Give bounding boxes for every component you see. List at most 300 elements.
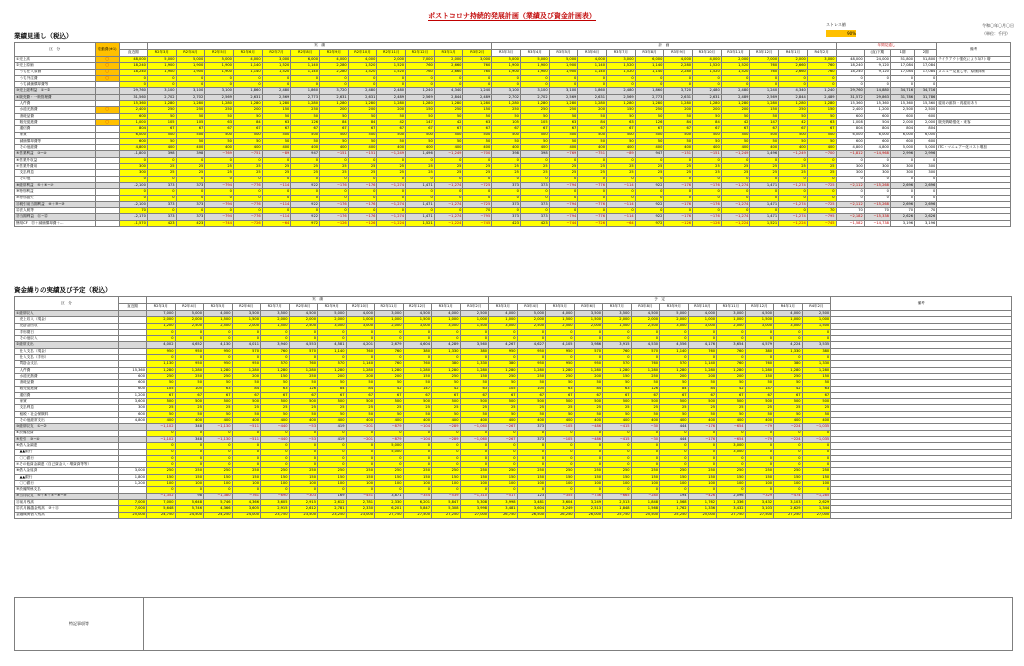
plan-value[interactable]: 3,100 [520,88,549,94]
plan-value[interactable]: 105 [489,386,518,392]
actual-value[interactable]: 2,480 [262,88,291,94]
actual-value[interactable]: 50 [318,380,347,386]
actual-value[interactable]: 348 [175,424,204,430]
plan-value[interactable]: 25 [750,164,779,170]
actual-value[interactable]: 0 [318,462,347,468]
actual-value[interactable]: 23,750 [261,512,290,518]
plan-value[interactable]: 0 [574,336,603,342]
actual-value[interactable]: −725 [463,201,492,207]
plan-value[interactable]: 0 [660,329,689,335]
plan-value[interactable]: 4,000 [688,311,717,317]
actual-value[interactable]: 84 [318,386,347,392]
plan-value[interactable]: 0 [635,189,664,195]
actual-value[interactable]: 0 [147,195,176,201]
plan-value[interactable]: −224 [774,424,803,430]
plan-value[interactable]: 42 [774,386,803,392]
actual-value[interactable]: −151 [348,151,377,157]
plan-value[interactable]: 1,280 [660,367,689,373]
actual-value[interactable]: 500 [434,132,463,138]
plan-value[interactable]: 2,629 [774,506,803,512]
plan-value[interactable]: 0 [520,189,549,195]
actual-value[interactable]: 570 [232,348,261,354]
actual-value[interactable]: 25 [205,170,234,176]
actual-value[interactable]: 0 [204,336,233,342]
actual-value[interactable]: 1,240 [406,88,435,94]
plan-value[interactable]: 1,280 [745,367,774,373]
actual-value[interactable]: 50 [434,113,463,119]
plan-value[interactable]: 500 [578,132,607,138]
plan-value[interactable]: 0 [631,449,660,455]
actual-value[interactable]: 25 [406,164,435,170]
plan-value[interactable]: 200 [574,373,603,379]
actual-value[interactable]: −176 [348,214,377,220]
actual-value[interactable]: 500 [377,132,406,138]
plan-value[interactable]: 1,000 [688,317,717,323]
actual-value[interactable]: 373 [176,201,205,207]
plan-value[interactable]: 250 [774,468,803,474]
plan-value[interactable]: 0 [717,329,746,335]
actual-value[interactable]: 398 [176,151,205,157]
plan-value[interactable]: 0 [603,462,632,468]
plan-value[interactable]: 200 [717,373,746,379]
actual-value[interactable]: 250 [147,107,176,113]
actual-value[interactable]: 250 [460,468,489,474]
plan-value[interactable]: 0 [574,462,603,468]
actual-value[interactable]: −1,102 [147,424,176,430]
actual-value[interactable]: −289 [432,424,461,430]
plan-value[interactable]: −415 [603,424,632,430]
actual-value[interactable]: 25 [291,164,320,170]
plan-value[interactable]: −486 [574,424,603,430]
actual-value[interactable]: 63 [205,119,234,125]
plan-value[interactable]: 3,000 [489,323,518,329]
actual-value[interactable]: 250 [291,107,320,113]
actual-value[interactable]: 1,140 [233,63,262,69]
plan-value[interactable]: 1,900 [520,63,549,69]
actual-value[interactable]: 67 [463,126,492,132]
plan-value[interactable]: 0 [779,195,808,201]
actual-value[interactable]: 0 [291,176,320,182]
actual-value[interactable]: 2,500 [289,323,318,329]
plan-value[interactable]: 25 [807,164,836,170]
plan-value[interactable]: 0 [606,82,635,88]
plan-value[interactable]: −654 [717,424,746,430]
actual-value[interactable]: 1,520 [348,69,377,75]
actual-value[interactable]: 24,250 [204,512,233,518]
plan-value[interactable]: 3,000 [717,443,746,449]
plan-value[interactable]: 500 [664,132,693,138]
actual-value[interactable]: 105 [176,119,205,125]
actual-value[interactable]: 150 [463,107,492,113]
actual-value[interactable]: 0 [232,355,261,361]
actual-value[interactable]: 0 [262,157,291,163]
actual-value[interactable]: 250 [289,468,318,474]
plan-value[interactable]: 500 [635,132,664,138]
plan-value[interactable]: 3,100 [549,88,578,94]
actual-value[interactable]: 42 [434,119,463,125]
actual-value[interactable]: 4,500 [289,311,318,317]
plan-value[interactable]: 50 [520,138,549,144]
plan-value[interactable]: 373 [517,424,546,430]
plan-value[interactable]: −1,249 [779,151,808,157]
plan-value[interactable]: 500 [660,399,689,405]
actual-value[interactable]: 200 [375,373,404,379]
plan-value[interactable]: 0 [635,82,664,88]
actual-value[interactable]: 250 [261,468,290,474]
actual-value[interactable]: 0 [204,455,233,461]
actual-value[interactable]: −769 [205,151,234,157]
actual-value[interactable]: 2,781 [318,506,347,512]
actual-value[interactable]: 0 [261,430,290,436]
plan-value[interactable]: 5,000 [520,57,549,63]
actual-value[interactable]: 50 [346,380,375,386]
actual-value[interactable]: −440 [261,424,290,430]
plan-value[interactable]: 3,103 [774,499,803,505]
actual-value[interactable]: 50 [348,113,377,119]
prev-period-value[interactable]: 7,000 [119,506,147,512]
plan-value[interactable]: 67 [492,126,521,132]
plan-value[interactable]: 67 [631,392,660,398]
actual-value[interactable]: 25 [232,405,261,411]
plan-value[interactable]: 1,280 [807,101,836,107]
plan-value[interactable]: −1,274 [721,182,750,188]
plan-value[interactable]: 50 [574,411,603,417]
plan-value[interactable]: 2,702 [520,94,549,100]
plan-value[interactable]: 0 [631,430,660,436]
plan-value[interactable]: −1,274 [721,201,750,207]
plan-value[interactable]: 67 [664,126,693,132]
plan-value[interactable]: 25 [578,164,607,170]
plan-value[interactable]: −355 [546,493,575,499]
actual-value[interactable]: 100 [432,481,461,487]
plan-value[interactable]: 50 [774,411,803,417]
plan-value[interactable]: 570 [631,348,660,354]
plan-value[interactable]: 398 [520,151,549,157]
prev-period-value[interactable]: 7,000 [119,499,147,505]
actual-value[interactable]: 500 [205,132,234,138]
actual-value[interactable]: 972 [291,220,320,226]
actual-value[interactable]: 50 [262,138,291,144]
actual-value[interactable]: 3,000 [375,311,404,317]
plan-value[interactable]: 0 [779,75,808,81]
plan-value[interactable]: 0 [750,82,779,88]
actual-value[interactable]: −176 [348,201,377,207]
actual-value[interactable]: 2,773 [291,94,320,100]
remarks-cell[interactable] [831,512,1012,518]
actual-value[interactable]: 0 [377,82,406,88]
plan-value[interactable]: 0 [578,75,607,81]
actual-value[interactable]: 1,500 [403,317,432,323]
plan-value[interactable]: 950 [546,361,575,367]
actual-value[interactable]: 25 [261,405,290,411]
plan-value[interactable]: −665 [603,493,632,499]
actual-value[interactable]: 0 [147,462,176,468]
actual-value[interactable]: 0 [205,82,234,88]
plan-value[interactable]: 0 [721,157,750,163]
actual-value[interactable]: 50 [233,138,262,144]
plan-value[interactable]: 400 [635,145,664,151]
plan-value[interactable]: 150 [603,373,632,379]
plan-value[interactable]: 67 [717,392,746,398]
actual-value[interactable]: 1,860 [233,88,262,94]
plan-value[interactable]: 0 [492,75,521,81]
prev-period-value[interactable]: -2,170 [119,214,147,220]
prev-period-value[interactable]: 804 [119,126,147,132]
actual-value[interactable]: 0 [346,443,375,449]
plan-value[interactable]: 0 [489,329,518,335]
actual-value[interactable]: 0 [348,75,377,81]
actual-value[interactable]: 105 [175,386,204,392]
actual-value[interactable]: 419 [318,424,347,430]
actual-value[interactable]: 250 [232,468,261,474]
actual-value[interactable]: 2,781 [346,499,375,505]
plan-value[interactable]: 50 [745,411,774,417]
actual-value[interactable]: 2,000 [147,317,176,323]
actual-value[interactable]: 0 [346,462,375,468]
actual-value[interactable]: 6,000 [291,57,320,63]
plan-value[interactable]: 380 [745,348,774,354]
actual-value[interactable]: 1,280 [348,101,377,107]
actual-value[interactable]: 0 [406,189,435,195]
plan-value[interactable]: 3,249 [574,499,603,505]
actual-value[interactable]: 400 [318,418,347,424]
plan-value[interactable]: 50 [802,411,831,417]
plan-value[interactable]: 1,471 [750,201,779,207]
plan-value[interactable]: 105 [492,119,521,125]
actual-value[interactable]: 24,500 [175,512,204,518]
actual-value[interactable]: 63 [463,119,492,125]
actual-value[interactable]: 150 [460,474,489,480]
actual-value[interactable]: 500 [320,132,349,138]
plan-value[interactable]: 25 [492,164,521,170]
plan-value[interactable]: 67 [489,392,518,398]
actual-value[interactable]: 67 [233,126,262,132]
plan-value[interactable]: 100 [802,481,831,487]
actual-value[interactable]: 4,000 [233,57,262,63]
plan-value[interactable]: 1,280 [574,367,603,373]
actual-value[interactable]: −354 [403,493,432,499]
plan-value[interactable]: 0 [688,449,717,455]
plan-value[interactable]: 500 [549,132,578,138]
plan-value[interactable]: 250 [603,468,632,474]
prev-period-value[interactable]: 3,600 [119,399,147,405]
plan-value[interactable]: 1,520 [606,63,635,69]
plan-value[interactable]: 3,481 [489,506,518,512]
actual-value[interactable]: 1,280 [205,101,234,107]
actual-value[interactable]: 250 [289,373,318,379]
plan-value[interactable]: 0 [745,449,774,455]
actual-value[interactable]: 42 [375,386,404,392]
plan-value[interactable]: 400 [492,145,521,151]
plan-value[interactable]: 2,773 [635,94,664,100]
actual-value[interactable]: 63 [261,386,290,392]
plan-value[interactable]: 500 [721,132,750,138]
actual-value[interactable]: 42 [432,386,461,392]
plan-value[interactable]: 947 [635,151,664,157]
plan-value[interactable]: 42 [779,119,808,125]
actual-value[interactable]: 0 [175,487,204,493]
plan-value[interactable]: 0 [807,75,836,81]
actual-value[interactable]: 67 [175,392,204,398]
plan-value[interactable]: 150 [717,474,746,480]
plan-value[interactable]: 0 [779,82,808,88]
actual-value[interactable]: 1,000 [460,317,489,323]
actual-value[interactable]: 25 [432,405,461,411]
plan-value[interactable]: 50 [635,138,664,144]
actual-value[interactable]: 0 [175,336,204,342]
actual-value[interactable]: 0 [432,455,461,461]
actual-value[interactable]: 2,000 [375,323,404,329]
plan-value[interactable]: 950 [517,361,546,367]
actual-value[interactable]: 5,648 [175,499,204,505]
actual-value[interactable]: 0 [147,208,176,214]
actual-value[interactable]: 373 [147,201,176,207]
plan-value[interactable]: 84 [664,119,693,125]
plan-value[interactable]: 0 [520,75,549,81]
actual-value[interactable]: 23,250 [318,512,347,518]
actual-value[interactable]: 4,011 [232,342,261,348]
plan-value[interactable]: 25 [546,405,575,411]
actual-value[interactable]: −289 [432,436,461,442]
plan-value[interactable]: 2,629 [802,499,831,505]
plan-value[interactable]: 67 [721,126,750,132]
plan-value[interactable]: 250 [717,468,746,474]
actual-value[interactable]: 0 [291,157,320,163]
actual-value[interactable]: 1,521 [406,220,435,226]
actual-value[interactable]: −440 [261,436,290,442]
actual-value[interactable]: 63 [204,386,233,392]
actual-value[interactable]: 7,000 [147,499,176,505]
plan-value[interactable]: 50 [549,113,578,119]
actual-value[interactable]: 400 [176,145,205,151]
actual-value[interactable]: 250 [175,468,204,474]
plan-value[interactable]: 0 [802,329,831,335]
plan-value[interactable]: 2,280 [664,63,693,69]
actual-value[interactable]: 50 [232,380,261,386]
plan-value[interactable]: 0 [745,336,774,342]
actual-value[interactable]: 5,000 [176,57,205,63]
actual-value[interactable]: 67 [147,392,176,398]
plan-value[interactable]: 1,500 [546,317,575,323]
actual-value[interactable]: 100 [261,481,290,487]
actual-value[interactable]: 67 [432,392,461,398]
actual-value[interactable]: 398 [147,151,176,157]
actual-value[interactable]: −53 [289,424,318,430]
plan-value[interactable]: 0 [745,487,774,493]
plan-value[interactable]: 0 [549,195,578,201]
actual-value[interactable]: 5,308 [460,499,489,505]
actual-value[interactable]: 0 [406,82,435,88]
actual-value[interactable]: 5,000 [175,311,204,317]
actual-value[interactable]: 2,489 [377,94,406,100]
plan-value[interactable]: 0 [688,487,717,493]
actual-value[interactable]: 67 [291,126,320,132]
plan-value[interactable]: −151 [693,151,722,157]
plan-value[interactable]: 1,280 [717,367,746,373]
plan-value[interactable]: 50 [631,380,660,386]
actual-value[interactable]: 147 [403,386,432,392]
plan-value[interactable]: 150 [631,474,660,480]
actual-value[interactable]: 4,000 [348,57,377,63]
actual-value[interactable]: 150 [403,474,432,480]
actual-value[interactable]: −1,249 [434,151,463,157]
plan-value[interactable]: 25 [779,164,808,170]
plan-value[interactable]: 50 [807,138,836,144]
actual-value[interactable]: 0 [375,336,404,342]
actual-value[interactable]: 63 [460,386,489,392]
actual-value[interactable]: 27,250 [432,512,461,518]
plan-value[interactable]: 2,660 [779,69,808,75]
plan-value[interactable]: 3,432 [717,506,746,512]
plan-value[interactable]: −224 [774,436,803,442]
actual-value[interactable]: 4,366 [232,499,261,505]
actual-value[interactable]: 4,000 [204,311,233,317]
actual-value[interactable]: 150 [147,474,176,480]
plan-value[interactable]: 0 [549,208,578,214]
actual-value[interactable]: 150 [375,474,404,480]
plan-value[interactable]: 0 [774,449,803,455]
plan-value[interactable]: 250 [489,373,518,379]
actual-value[interactable]: 25 [176,170,205,176]
actual-value[interactable]: −1,224 [434,220,463,226]
actual-value[interactable]: −795 [463,214,492,220]
plan-value[interactable]: 50 [693,138,722,144]
plan-value[interactable]: −1,274 [721,214,750,220]
plan-value[interactable]: 0 [631,462,660,468]
plan-value[interactable]: 3,500 [574,311,603,317]
plan-value[interactable]: 1,000 [802,317,831,323]
plan-value[interactable]: 400 [660,418,689,424]
plan-value[interactable]: −30 [631,424,660,430]
actual-value[interactable]: 0 [346,329,375,335]
prev-period-value[interactable]: 3,000 [119,468,147,474]
plan-value[interactable]: 760 [750,69,779,75]
plan-value[interactable]: 50 [779,138,808,144]
plan-value[interactable]: 760 [603,348,632,354]
plan-value[interactable]: 50 [721,138,750,144]
actual-value[interactable]: 25 [463,170,492,176]
prev-period-value[interactable]: 18,240 [119,63,147,69]
actual-value[interactable]: 2,500 [460,311,489,317]
plan-value[interactable]: 4,000 [489,311,518,317]
plan-value[interactable]: 2,000 [517,317,546,323]
plan-value[interactable]: 50 [520,113,549,119]
plan-value[interactable]: −1,274 [779,214,808,220]
actual-value[interactable]: 3,560 [460,342,489,348]
actual-value[interactable]: 25 [147,170,176,176]
actual-value[interactable]: −690 [261,493,290,499]
plan-value[interactable]: 3,432 [745,499,774,505]
actual-value[interactable]: 0 [463,75,492,81]
plan-value[interactable]: 4,556 [660,342,689,348]
actual-value[interactable]: 500 [261,399,290,405]
plan-value[interactable]: 63 [606,119,635,125]
plan-value[interactable]: 2,489 [721,94,750,100]
actual-value[interactable]: 922 [291,201,320,207]
plan-value[interactable]: 67 [693,126,722,132]
plan-value[interactable]: 50 [717,411,746,417]
actual-value[interactable]: 50 [375,380,404,386]
actual-value[interactable]: 0 [463,157,492,163]
actual-value[interactable]: 1,280 [403,367,432,373]
plan-value[interactable]: 84 [660,386,689,392]
actual-value[interactable]: 150 [460,373,489,379]
plan-value[interactable]: −486 [574,436,603,442]
plan-value[interactable]: 0 [693,189,722,195]
actual-value[interactable]: 25 [460,405,489,411]
plan-value[interactable]: −176 [693,182,722,188]
plan-value[interactable]: 0 [717,430,746,436]
